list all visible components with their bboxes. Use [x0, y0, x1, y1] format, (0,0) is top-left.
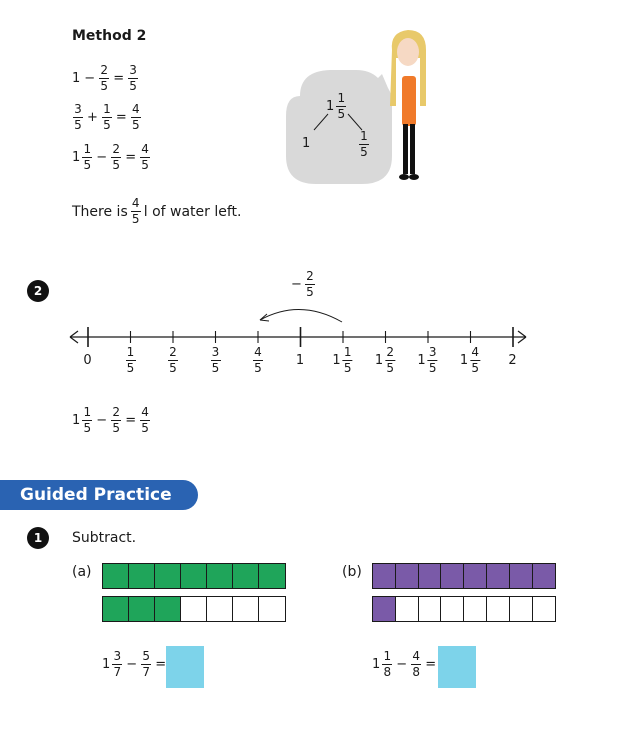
fraction: $\frac{4}{5}$: [471, 345, 479, 375]
shaded-cell: [533, 564, 556, 588]
shaded-cell: [419, 564, 442, 588]
bubble-mixed-number: 1 $\frac{1}{5}$: [326, 91, 346, 121]
part-a-label: (a): [72, 564, 92, 580]
method2-equation-3: 1 $\frac{1}{5}$ − $\frac{2}{5}$ = $\frac{4}{5}$: [72, 142, 149, 172]
empty-cell: [259, 597, 285, 621]
practice-1-badge: 1: [27, 527, 49, 549]
fraction: $\frac{2}{5}$: [112, 405, 120, 435]
water-left-sentence: There is $\frac{4}{5}$ l of water left.: [72, 196, 242, 226]
tick-label: [252, 346, 264, 375]
part-b-answer-box[interactable]: [438, 646, 476, 688]
shaded-cell: [103, 597, 129, 621]
fraction: $\frac{2}{5}$: [100, 63, 108, 93]
left-shoe: [399, 174, 409, 180]
empty-cell: [233, 597, 259, 621]
fraction: $\frac{1}{5}$: [360, 129, 368, 159]
shaded-cell: [155, 564, 181, 588]
face: [397, 38, 419, 66]
fraction: $\frac{3}{5}$: [428, 345, 437, 375]
tick-label: [167, 346, 179, 375]
tick-label: [125, 346, 137, 375]
fraction: $\frac{3}{5}$: [211, 345, 220, 375]
shaded-cell: [259, 564, 285, 588]
question-2-badge: 2: [27, 280, 49, 302]
bubble-left-value: 1: [302, 136, 311, 151]
empty-cell: [396, 597, 419, 621]
left-leg: [403, 124, 408, 174]
fraction: $\frac{4}{5}$: [131, 102, 140, 132]
fraction: $\frac{3}{5}$: [129, 63, 137, 93]
bubble-shape: [286, 70, 392, 184]
tick-label: 2: [508, 353, 517, 368]
number-line: [60, 300, 540, 350]
empty-cell: [207, 597, 233, 621]
fraction: $\frac{1}{5}$: [343, 345, 352, 375]
fraction: $\frac{2}{5}$: [112, 142, 120, 172]
part-a-whole-bar: [102, 563, 286, 589]
shaded-cell: [181, 564, 207, 588]
shaded-cell: [103, 564, 129, 588]
instruction-text: Subtract.: [72, 530, 137, 546]
shaded-cell: [464, 564, 487, 588]
fraction: $\frac{1}{5}$: [337, 91, 346, 121]
shaded-cell: [396, 564, 419, 588]
empty-cell: [419, 597, 442, 621]
part-b-label: (b): [342, 564, 362, 580]
fraction: $\frac{1}{5}$: [83, 405, 92, 435]
right-shoe: [409, 174, 419, 180]
empty-cell: [510, 597, 533, 621]
tick-label: 1 $\frac{2}{5}$: [374, 345, 394, 375]
tick-label: 1 $\frac{1}{5}$: [332, 345, 352, 375]
empty-cell: [533, 597, 556, 621]
method-2-title: Method 2: [72, 28, 147, 44]
empty-cell: [181, 597, 207, 621]
fraction: $\frac{5}{7}$: [142, 649, 150, 679]
shaded-cell: [129, 597, 155, 621]
fraction: $\frac{3}{5}$: [74, 102, 82, 132]
shaded-cell: [129, 564, 155, 588]
part-b-equation: 1 $\frac{1}{8}$ − $\frac{4}{8}$ =: [372, 649, 437, 679]
shaded-cell: [487, 564, 510, 588]
fraction: $\frac{2}{5}$: [386, 345, 394, 375]
method2-equation-1: 1 − $\frac{2}{5}$ = $\frac{3}{5}$: [72, 63, 137, 93]
empty-cell: [441, 597, 464, 621]
method2-equation-2: $\frac{3}{5}$ + $\frac{1}{5}$ = $\frac{4}{5}$: [74, 102, 140, 132]
fraction: $\frac{2}{5}$: [306, 269, 314, 299]
fraction: $\frac{4}{5}$: [131, 196, 140, 226]
tick-label: 1 $\frac{4}{5}$: [459, 345, 479, 375]
q2-equation: 1 $\frac{1}{5}$ − $\frac{2}{5}$ = $\frac{4}{5}$: [72, 405, 149, 435]
jump-arc: [260, 309, 342, 322]
fraction: $\frac{2}{5}$: [169, 345, 177, 375]
part-a-answer-box[interactable]: [166, 646, 204, 688]
part-b-whole-bar: [372, 563, 556, 589]
fraction: $\frac{4}{8}$: [412, 649, 420, 679]
fraction: $\frac{1}{5}$: [83, 142, 92, 172]
shaded-cell: [441, 564, 464, 588]
jump-label: − $\frac{2}{5}$: [291, 269, 314, 299]
tick-label: 1: [295, 353, 305, 368]
fraction: $\frac{4}{5}$: [141, 142, 149, 172]
fraction: $\frac{1}{5}$: [103, 102, 111, 132]
shaded-cell: [510, 564, 533, 588]
part-b-partial-bar: [372, 596, 556, 622]
fraction: $\frac{4}{5}$: [254, 345, 262, 375]
girl-illustration: [380, 28, 440, 188]
tick-label: 1 $\frac{3}{5}$: [417, 345, 437, 375]
fraction: $\frac{1}{8}$: [383, 649, 392, 679]
shaded-cell: [207, 564, 233, 588]
fraction: $\frac{3}{7}$: [113, 649, 122, 679]
shaded-cell: [233, 564, 259, 588]
shaded-cell: [373, 564, 396, 588]
guided-practice-banner: Guided Practice: [0, 480, 198, 510]
shaded-cell: [155, 597, 181, 621]
bubble-right-fraction: [358, 130, 370, 159]
right-leg: [410, 124, 415, 174]
tick-label: [210, 346, 222, 375]
tick-label: 0: [83, 353, 92, 368]
shaded-cell: [373, 597, 396, 621]
empty-cell: [464, 597, 487, 621]
dress: [402, 76, 416, 126]
fraction: $\frac{1}{5}$: [126, 345, 135, 375]
fraction: $\frac{4}{5}$: [141, 405, 149, 435]
part-a-equation: 1 $\frac{3}{7}$ − $\frac{5}{7}$ =: [102, 649, 167, 679]
part-a-partial-bar: [102, 596, 286, 622]
empty-cell: [487, 597, 510, 621]
